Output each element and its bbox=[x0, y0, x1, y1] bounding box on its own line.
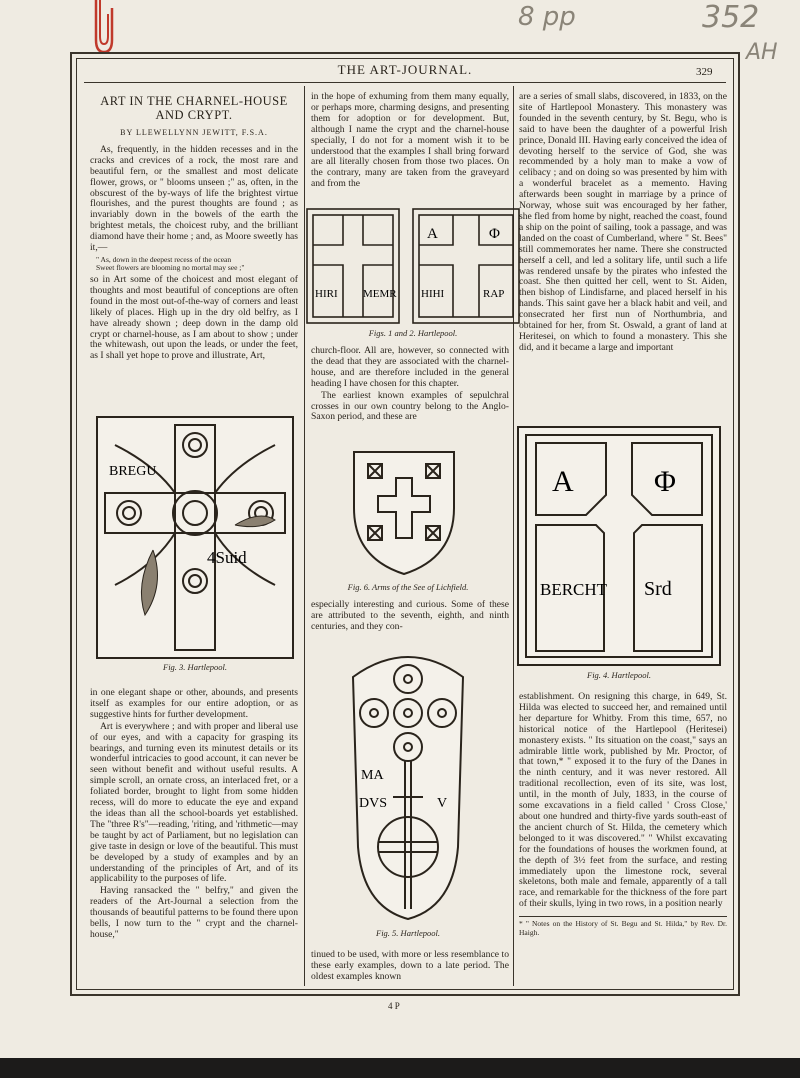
paragraph: As, frequently, in the hidden recesses and in the cracks and crevices of a rock, the most rare and beautiful fern, or the smallest and most delicate flower, grows, or " blooms unseen ;" as, often, in the obscurest of the by-ways of life the brightest virtue flourishes, and the purest thoughts are found ; as invariably down in the bowels of the earth the brightest metals, the choicest ruby, and the brilliant diamond have their home ; and, as Moore sweetly has it,— bbox=[90, 143, 298, 254]
paragraph: so in Art some of the choicest and most elegant of thoughts and most beautiful of conceptions are often found in the most out-of-the-way of corners and least likely of places. High up in the dry old belfry, as I have already shown ; deep down in the damp old crypt or charnel-house, as I am about to show ; under the whitewash, out upon the leads, or under the feet, as I shall yet hope to prove and illustrate, Art, bbox=[90, 273, 298, 362]
paragraph: in the hope of exhuming from them many equally, or perhaps more, charming designs, and presenting them for adoption or for development. But, although I name the crypt and the charnel-house specially, I do not for a moment wish it to be understood that the examples I shall bring forward are all literally chosen from those two places. On the contrary, many are taken from the graveyard and from the bbox=[311, 91, 509, 190]
paragraph: Art is everywhere ; and with proper and liberal use of our eyes, and with a capacity for grasping its bearings, and turning even its minutest details or its wonderful intricacies to good account, it can never be seen without benefit and without useful results. A simple scroll, an ornate cross, an interlaced fret, or a foliated border, brought to light from some hidden recess, will do more to educate the eye and expand the ideas than all the school-boards yet established. The "three R's"—reading, 'riting, and 'rithmetic—may be taught by act of Parliament, but no legislation can give taste in design or love of the beautiful. This must be developed by a study of examples and by an understanding of the principles of Art, and of its applicability to the purposes of life. bbox=[90, 720, 298, 885]
running-header: THE ART-JOURNAL. bbox=[337, 62, 473, 77]
verse-quote: " As, down in the deepest recess of the ocean Sweet flowers are blooming no mortal may see ;" bbox=[96, 254, 245, 273]
fig4-inscription-right: Srd bbox=[644, 578, 672, 600]
figure-3-caption: Fig. 3. Hartlepool. bbox=[163, 662, 227, 672]
fig2-alpha: A bbox=[427, 226, 438, 242]
figure-6-caption: Fig. 6. Arms of the See of Lichfield. bbox=[347, 582, 469, 592]
paragraph: church-floor. All are, however, so connected with the dead that they are associated with the charnel-house, and are therefore included in the general heading I have chosen for this chapter. bbox=[311, 345, 509, 389]
pencil-note-pages: 8 pp bbox=[518, 2, 576, 32]
printer-signature: 4 P bbox=[388, 1001, 400, 1011]
column-3-top bbox=[519, 92, 727, 355]
paragraph: are a series of small slabs, discovered, in 1833, on the site of Hartlepool Monastery. This monastery was founded in the seventh century, by St. Begu, who is said to have been the daughter of a powerful Irish prince, Donald III. Having early conceived the idea of devoting herself to the service of God, she was recommended by a holy man to make a vow of celibacy ; and on doing so was presented by him with a wonderful bracelet as a memento. Having afterwards been sought in marriage by a prince of Norway, whose suit was encouraged by her father, she fled from home by night, reached the coast, found a ship on the point of sailing, took a passage, and was landed on the coast of Cumberland, where " St. Bees" still commemorates her name. There she constructed herself a cell, and led a solitary life, until such a life was rendered unsafe by the pirates who infested the coast. She then quitted her cell, went to St. Aiden, then bishop of Lindisfarne, and placed herself in his hands. This saint gave her a black habit and veil, and consecrated her first nun of Northumbria, and obtained for her, from St. Oswald, a grant of land at Heritesei, on which to found a monastery. This she did, and it became a large and important bbox=[519, 91, 727, 353]
pencil-note-number: 352 bbox=[702, 0, 760, 35]
fig1-inscription-left: HIRI bbox=[315, 288, 338, 300]
fig4-alpha: A bbox=[552, 465, 574, 498]
figure-4-caption: Fig. 4. Hartlepool. bbox=[587, 670, 651, 680]
article-title: ART IN THE CHARNEL-HOUSE AND CRYPT. bbox=[100, 94, 288, 122]
figure-6-shield bbox=[348, 448, 460, 578]
column-2-middle bbox=[311, 346, 509, 424]
figures-1-2-caption: Figs. 1 and 2. Hartlepool. bbox=[368, 328, 458, 338]
header-rule bbox=[84, 82, 726, 83]
fig2-inscription-left: HIHI bbox=[421, 288, 445, 300]
fig2-omega: Φ bbox=[489, 226, 500, 242]
fig4-inscription-left: BERCHT bbox=[540, 580, 608, 599]
column-1-top bbox=[90, 92, 298, 363]
paragraph: tinued to be used, with more or less resemblance to these early examples, down to a late period. The oldest examples known bbox=[311, 949, 509, 982]
paragraph: The earliest known examples of sepulchral crosses in our own country belong to the Anglo-Saxon period, and these are bbox=[311, 389, 509, 423]
pencil-note-initials: AH bbox=[746, 40, 778, 65]
fig3-inscription-bottom: 4Suid bbox=[207, 548, 247, 567]
figure-5-slab bbox=[333, 647, 483, 925]
scan-edge bbox=[0, 1058, 800, 1078]
column-1-bottom bbox=[90, 688, 298, 942]
fig5-inscription-middle: DVS bbox=[359, 796, 388, 811]
footnote: * " Notes on the History of St. Begu and St. Hilda," by Rev. Dr. Haigh. bbox=[519, 916, 727, 937]
fig4-omega: Φ bbox=[654, 465, 676, 498]
fig2-inscription-right: RAP bbox=[483, 288, 505, 300]
figures-1-2-slabs bbox=[303, 205, 523, 327]
fig5-inscription-top: MA bbox=[361, 768, 384, 783]
paragraph: in one elegant shape or other, abounds, and presents itself as examples for our entire adoption, or as suggestive hints for further development. bbox=[90, 687, 298, 720]
column-2-top bbox=[311, 92, 509, 191]
fig1-inscription-right: MEMR bbox=[363, 288, 397, 300]
paragraph: especially interesting and curious. Some of these are attributed to the seventh, eighth, and ninth centuries, and they con- bbox=[311, 599, 509, 632]
paperclip-icon bbox=[86, 0, 116, 56]
fig5-inscription-right: V bbox=[437, 796, 448, 811]
column-3-bottom bbox=[519, 692, 727, 937]
fig3-inscription-top: BREGU bbox=[109, 464, 157, 479]
figure-5-caption: Fig. 5. Hartlepool. bbox=[376, 928, 440, 938]
column-2-bottom bbox=[311, 950, 509, 984]
figure-4-slab bbox=[516, 425, 722, 667]
figure-3-slab bbox=[95, 415, 295, 660]
paragraph: establishment. On resigning this charge, in 649, St. Hilda was elected to succeed her, and remained until her departure for Whitby. From this time, 657, no historical notice of the Hartlepool (Heritesei) monastery exists. " Its situation on the coast," says an admirable little work, published by Mr. Proctor, of that town,* " exposed it to the fury of the Danes in the ninth century, and it was never restored. All traditional recollection, even of its site, was lost, until, in the month of July, 1833, in the course of some excavations in a field called ' Cross Close,' about one hundred and thirty-five yards south-east of the ancient church of St. Hilda, the cemetery which belonged to it was discovered." " Whilst excavating for the foundations of houses the workmen found, at the depth of 3½ feet from the surface, and resting immediately upon the limestone rock, several skeletons, both male and female, apparently of a tall race, and remarkable for the thickness of the fore part of their skulls, lying in two rows, in a position nearly bbox=[519, 691, 727, 910]
article-byline: BY LLEWELLYNN JEWITT, F.S.A. bbox=[120, 128, 268, 137]
column-2-low bbox=[311, 600, 509, 634]
paragraph: Having ransacked the " belfry," and given the readers of the Art-Journal a selection from the thousands of beautiful patterns to be found there upon bells, I now turn to the " crypt and the charnel-house," bbox=[90, 885, 298, 940]
page-number: 329 bbox=[696, 66, 713, 78]
